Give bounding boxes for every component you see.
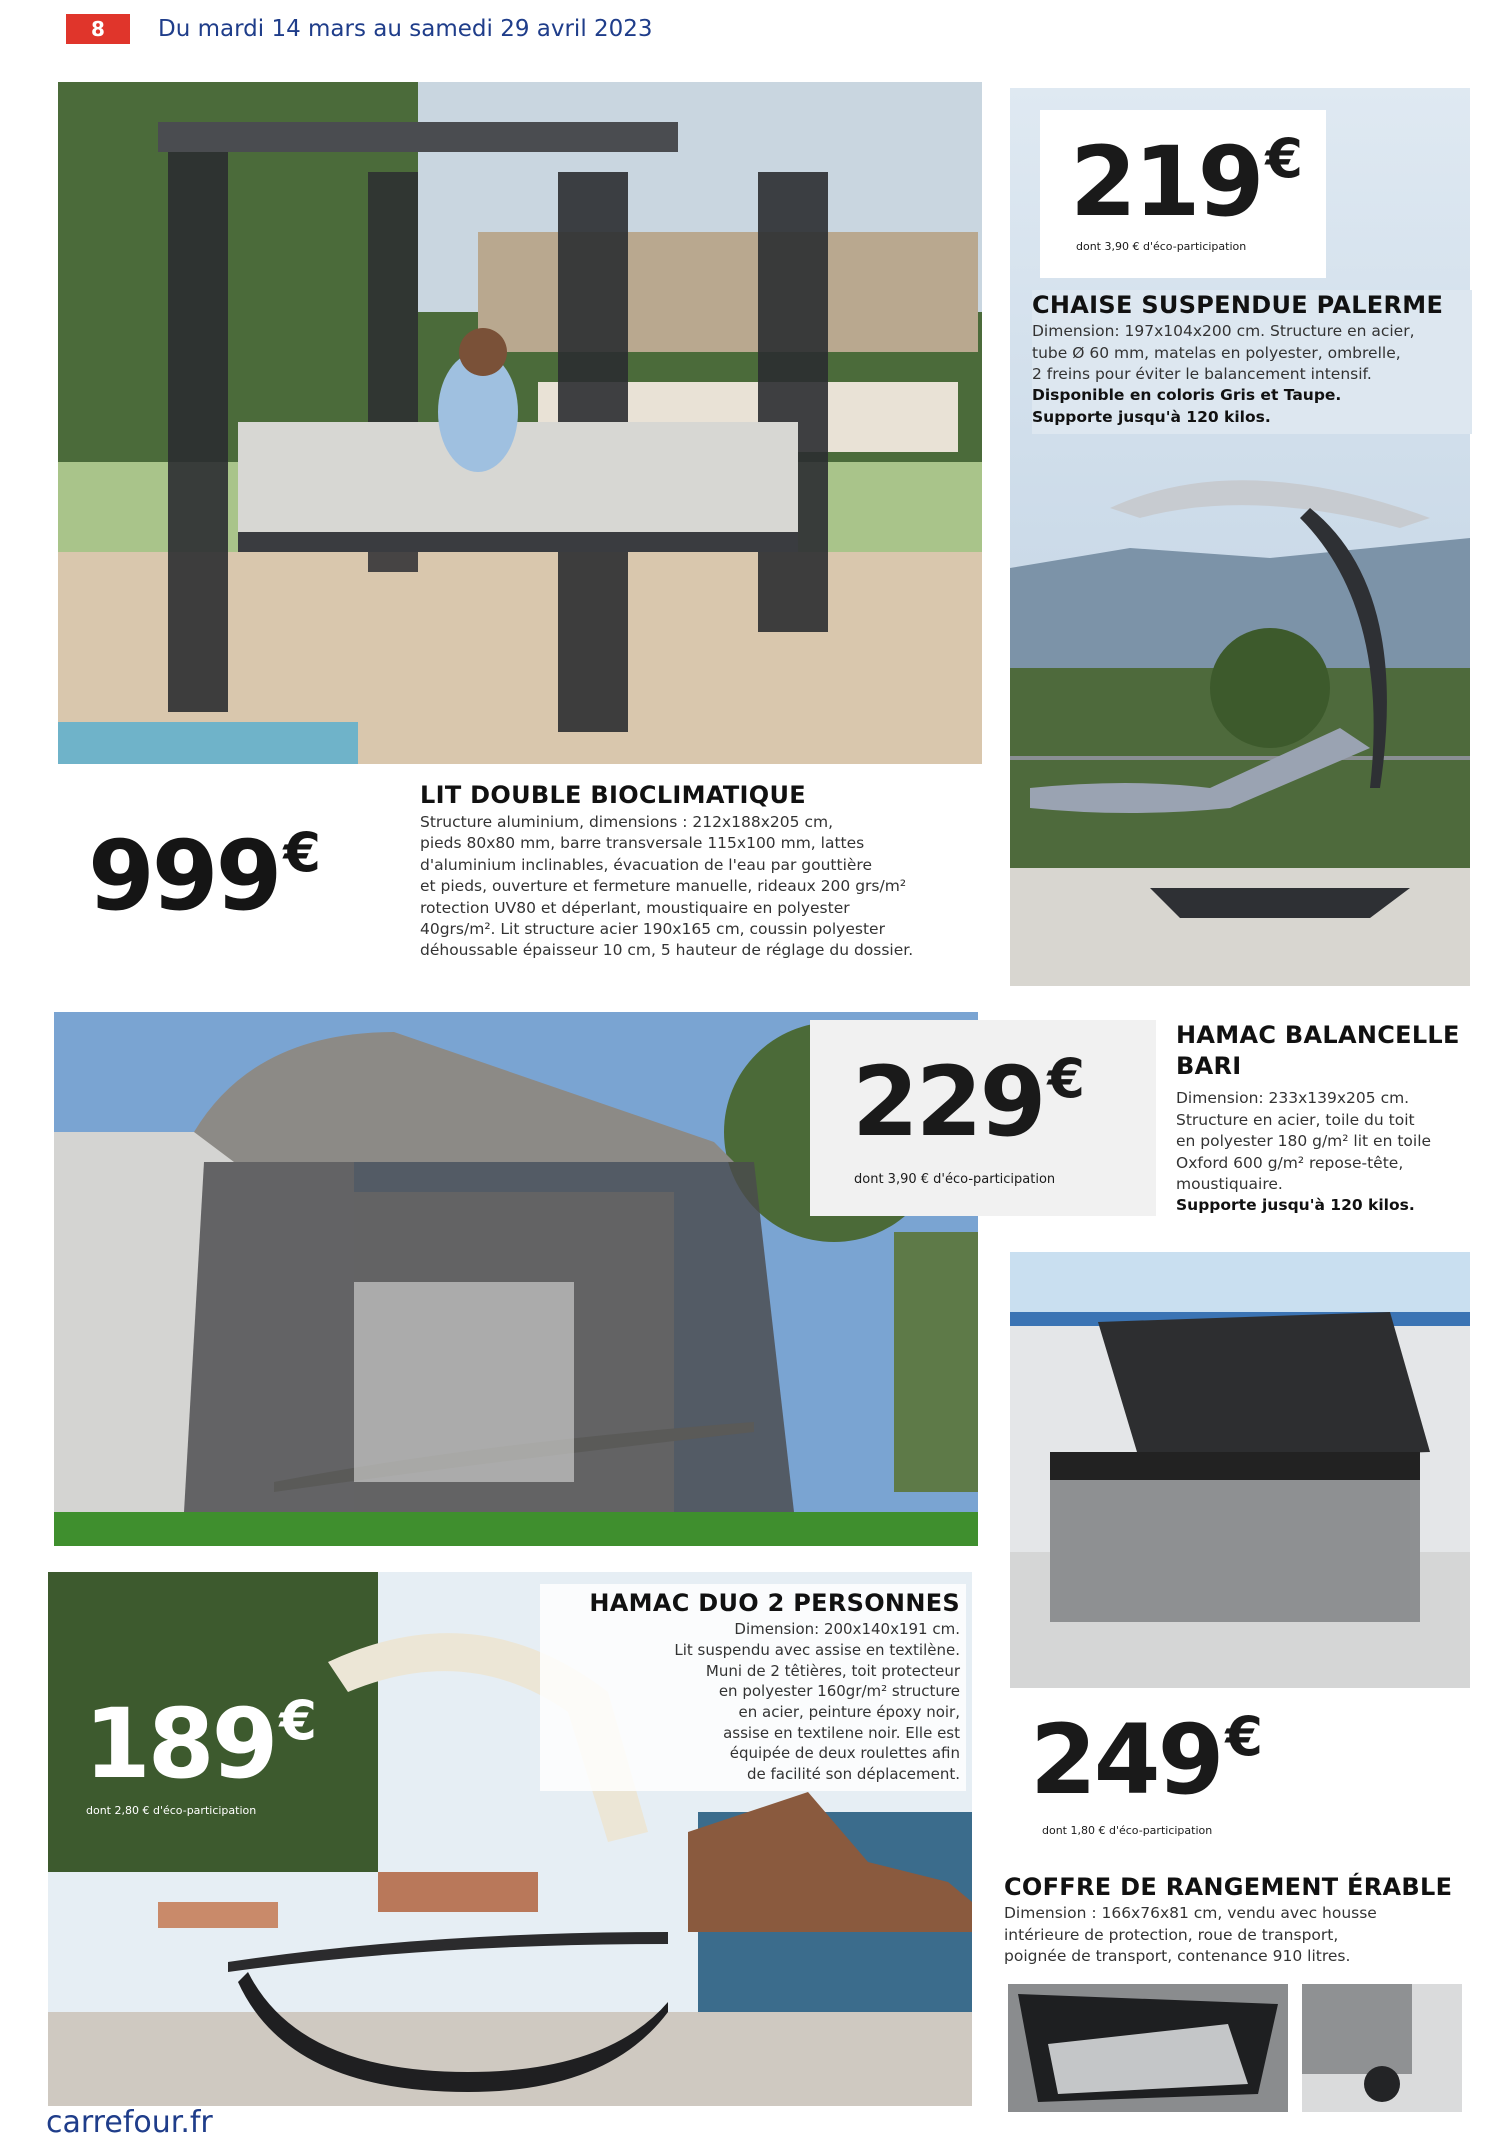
desc-line: Dimension: 233x139x205 cm. bbox=[1176, 1089, 1410, 1108]
desc-line: de facilité son déplacement. bbox=[747, 1765, 960, 1783]
desc-line: Oxford 600 g/m² repose-tête, bbox=[1176, 1153, 1404, 1172]
hamac-duo-price bbox=[84, 1688, 314, 1800]
hamac-balancelle-title-line: HAMAC BALANCELLE bbox=[1176, 1021, 1460, 1049]
desc-line: en acier, peinture époxy noir, bbox=[738, 1702, 960, 1721]
hamac-duo-eco-participation: dont 2,80 € d'éco-participation bbox=[86, 1804, 257, 1817]
desc-line: Dimension : 166x76x81 cm, vendu avec housse bbox=[1004, 1904, 1377, 1923]
desc-line: Structure aluminium, dimensions : 212x188x205 cm, bbox=[420, 813, 833, 831]
desc-highlight: Disponible en coloris Gris et Taupe. bbox=[1032, 386, 1342, 405]
desc-highlight: Supporte jusqu'à 120 kilos. bbox=[1032, 407, 1271, 426]
desc-line: déhoussable épaisseur 10 cm, 5 hauteur de réglage du dossier. bbox=[420, 941, 914, 960]
page-number-badge: 8 bbox=[66, 14, 130, 44]
coffre-detail-photo-interior bbox=[1008, 1984, 1288, 2112]
coffre-description bbox=[1004, 1903, 1484, 1967]
desc-line: Muni de 2 têtières, toit protecteur bbox=[705, 1661, 960, 1680]
lit-double-title: LIT DOUBLE BIOCLIMATIQUE bbox=[420, 781, 806, 809]
lit-double-price-currency: € bbox=[283, 821, 318, 884]
coffre-text-block bbox=[1004, 1872, 1484, 1967]
hamac-balancelle-eco-participation: dont 3,90 € d'éco-participation bbox=[854, 1172, 1056, 1187]
hamac-duo-title: HAMAC DUO 2 PERSONNES bbox=[589, 1589, 960, 1617]
desc-line: Structure en acier, toile du toit bbox=[1176, 1110, 1415, 1129]
desc-line: moustiquaire. bbox=[1176, 1174, 1283, 1193]
desc-line: Dimension: 200x140x191 cm. bbox=[734, 1620, 960, 1639]
desc-line: 40grs/m². Lit structure acier 190x165 cm, coussin polyester bbox=[420, 919, 885, 938]
hamac-balancelle-description bbox=[1176, 1088, 1476, 1216]
promotion-date-range: Du mardi 14 mars au samedi 29 avril 2023 bbox=[158, 16, 653, 42]
desc-line: Dimension: 197x104x200 cm. Structure en acier, bbox=[1032, 322, 1415, 341]
chaise-suspendue-eco-participation: dont 3,90 € d'éco-participation bbox=[1076, 240, 1247, 253]
hamac-duo-price-amount: 189 bbox=[84, 1688, 276, 1800]
desc-line: en polyester 180 g/m² lit en toile bbox=[1176, 1132, 1432, 1151]
chaise-suspendue-price-currency: € bbox=[1265, 127, 1300, 190]
hamac-balancelle-title-line: BARI bbox=[1176, 1052, 1242, 1081]
coffre-price-amount: 249 bbox=[1030, 1704, 1222, 1816]
desc-line: et pieds, ouverture et fermeture manuelle, rideaux 200 grs/m² bbox=[420, 877, 907, 896]
hamac-balancelle-price-amount: 229 bbox=[852, 1046, 1044, 1158]
hamac-duo-text-block bbox=[540, 1584, 966, 1791]
hamac-duo-price-currency: € bbox=[279, 1689, 314, 1752]
desc-line: assise en textilene noir. Elle est bbox=[723, 1723, 960, 1742]
desc-line: en polyester 160gr/m² structure bbox=[718, 1682, 960, 1701]
chaise-suspendue-price bbox=[1070, 126, 1300, 238]
coffre-title: COFFRE DE RANGEMENT ÉRABLE bbox=[1004, 1873, 1453, 1901]
desc-line: 2 freins pour éviter le balancement intensif. bbox=[1032, 364, 1372, 383]
coffre-price-box bbox=[1010, 1694, 1296, 1844]
lit-double-description bbox=[420, 812, 980, 962]
hamac-duo-description bbox=[540, 1619, 960, 1785]
chaise-suspendue-text-block bbox=[1032, 290, 1472, 434]
desc-line: d'aluminium inclinables, évacuation de l'eau par gouttière bbox=[420, 855, 872, 874]
desc-highlight: Supporte jusqu'à 120 kilos. bbox=[1176, 1196, 1415, 1215]
lit-double-photo bbox=[58, 82, 982, 764]
coffre-price bbox=[1030, 1704, 1260, 1816]
hamac-balancelle-price bbox=[852, 1046, 1082, 1158]
coffre-eco-participation: dont 1,80 € d'éco-participation bbox=[1042, 1824, 1213, 1837]
chaise-suspendue-price-box bbox=[1040, 110, 1326, 278]
chaise-suspendue-price-amount: 219 bbox=[1070, 126, 1262, 238]
hamac-balancelle-price-currency: € bbox=[1047, 1047, 1082, 1110]
hamac-balancelle-text-block bbox=[1176, 1020, 1476, 1217]
desc-line: tube Ø 60 mm, matelas en polyester, ombrelle, bbox=[1032, 343, 1401, 362]
chaise-suspendue-title: CHAISE SUSPENDUE PALERME bbox=[1032, 291, 1444, 319]
coffre-price-currency: € bbox=[1225, 1705, 1260, 1768]
coffre-photo bbox=[1010, 1252, 1470, 1688]
desc-line: intérieure de protection, roue de transport, bbox=[1004, 1925, 1339, 1944]
lit-double-price bbox=[88, 820, 318, 932]
hamac-balancelle-price-box bbox=[810, 1020, 1156, 1216]
coffre-detail-photo-wheel bbox=[1302, 1984, 1462, 2112]
desc-line: Lit suspendu avec assise en textilène. bbox=[674, 1640, 960, 1659]
footer-brand-link[interactable]: carrefour.fr bbox=[46, 2105, 213, 2140]
desc-line: rotection UV80 et déperlant, moustiquaire en polyester bbox=[420, 898, 850, 917]
chaise-suspendue-description bbox=[1032, 321, 1472, 428]
desc-line: équipée de deux roulettes afin bbox=[729, 1744, 960, 1763]
desc-line: poignée de transport, contenance 910 litres. bbox=[1004, 1946, 1351, 1965]
lit-double-price-amount: 999 bbox=[88, 820, 280, 932]
desc-line: pieds 80x80 mm, barre transversale 115x100 mm, lattes bbox=[420, 834, 865, 853]
